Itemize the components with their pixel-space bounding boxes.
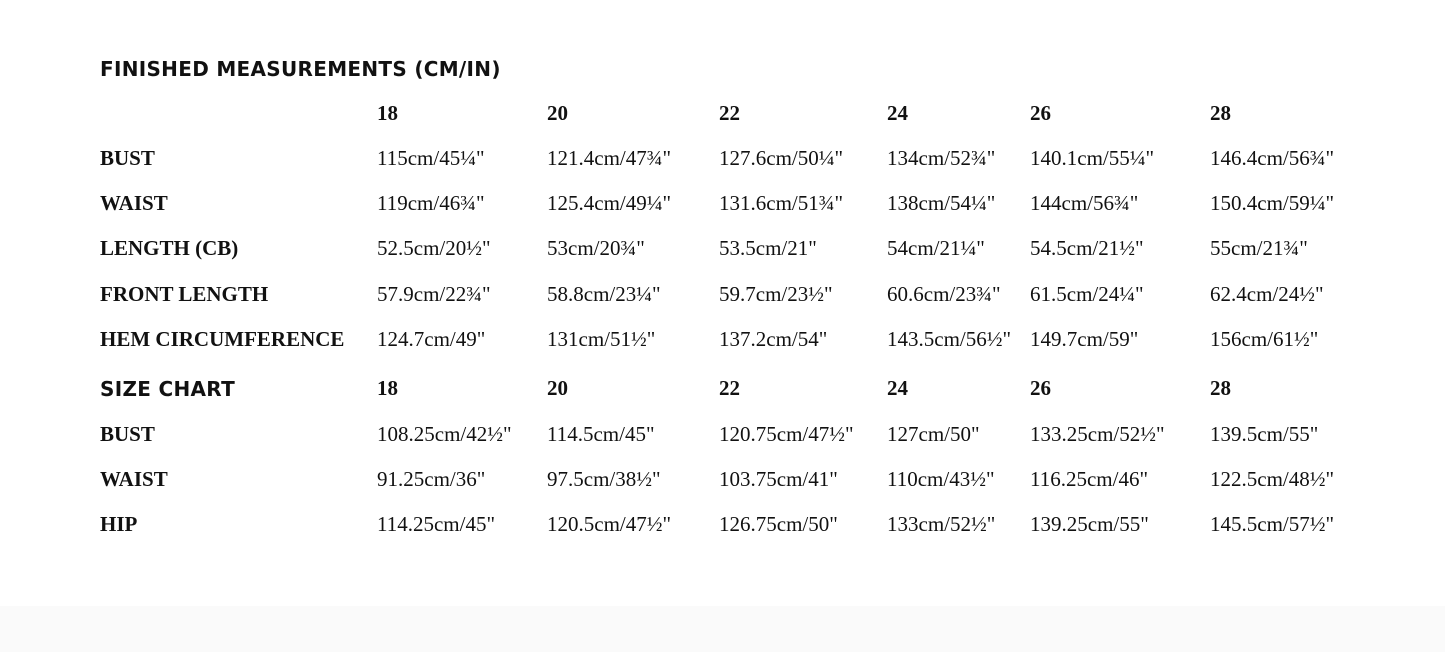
size-cell: 139.5cm/55": [1210, 422, 1319, 446]
measurement-cell: 54cm/21¼": [887, 236, 985, 260]
size-cell: 122.5cm/48½": [1210, 467, 1335, 491]
size-chart-title: SIZE CHART: [100, 377, 236, 401]
size-header-22: 22: [719, 101, 740, 125]
size-row-label-hip: HIP: [100, 512, 138, 536]
measurement-cell: 54.5cm/21½": [1030, 236, 1144, 260]
measurement-cell: 127.6cm/50¼": [719, 146, 844, 170]
size-chart-header-22: 22: [719, 376, 740, 400]
measurement-cell: 115cm/45¼": [377, 146, 485, 170]
size-cell: 97.5cm/38½": [547, 467, 661, 491]
size-chart-header-18: 18: [377, 376, 398, 400]
measurement-cell: 52.5cm/20½": [377, 236, 491, 260]
measurement-cell: 124.7cm/49": [377, 327, 486, 351]
size-header-26: 26: [1030, 101, 1051, 125]
size-cell: 110cm/43½": [887, 467, 995, 491]
size-cell: 120.75cm/47½": [719, 422, 854, 446]
measurement-cell: 156cm/61½": [1210, 327, 1319, 351]
row-label-hem-circumference: HEM CIRCUMFERENCE: [100, 327, 345, 351]
measurement-cell: 53.5cm/21": [719, 236, 817, 260]
size-chart-header-28: 28: [1210, 376, 1231, 400]
measurement-cell: 149.7cm/59": [1030, 327, 1139, 351]
measurement-cell: 131cm/51½": [547, 327, 656, 351]
size-cell: 91.25cm/36": [377, 467, 486, 491]
measurement-cell: 146.4cm/56¾": [1210, 146, 1335, 170]
size-chart-header-24: 24: [887, 376, 908, 400]
measurement-cell: 59.7cm/23½": [719, 282, 833, 306]
size-row-label-bust: BUST: [100, 422, 155, 446]
size-chart-header-26: 26: [1030, 376, 1051, 400]
finished-measurements-title: FINISHED MEASUREMENTS (CM/IN): [100, 57, 501, 81]
measurement-cell: 58.8cm/23¼": [547, 282, 661, 306]
measurement-cell: 144cm/56¾": [1030, 191, 1139, 215]
size-cell: 114.5cm/45": [547, 422, 655, 446]
measurement-cell: 62.4cm/24½": [1210, 282, 1324, 306]
row-label-waist: WAIST: [100, 191, 168, 215]
measurement-cell: 60.6cm/23¾": [887, 282, 1001, 306]
size-cell: 126.75cm/50": [719, 512, 838, 536]
size-cell: 103.75cm/41": [719, 467, 838, 491]
measurement-cell: 140.1cm/55¼": [1030, 146, 1155, 170]
size-cell: 114.25cm/45": [377, 512, 496, 536]
measurement-cell: 150.4cm/59¼": [1210, 191, 1335, 215]
measurement-cell: 138cm/54¼": [887, 191, 996, 215]
measurement-cell: 143.5cm/56½": [887, 327, 1012, 351]
size-header-28: 28: [1210, 101, 1231, 125]
bottom-band: [0, 606, 1445, 652]
size-cell: 145.5cm/57½": [1210, 512, 1335, 536]
measurement-cell: 131.6cm/51¾": [719, 191, 844, 215]
size-cell: 139.25cm/55": [1030, 512, 1149, 536]
size-cell: 116.25cm/46": [1030, 467, 1149, 491]
measurement-cell: 61.5cm/24¼": [1030, 282, 1144, 306]
size-header-24: 24: [887, 101, 908, 125]
size-cell: 108.25cm/42½": [377, 422, 512, 446]
measurement-cell: 119cm/46¾": [377, 191, 485, 215]
size-row-label-waist: WAIST: [100, 467, 168, 491]
measurement-cell: 121.4cm/47¾": [547, 146, 672, 170]
row-label-bust: BUST: [100, 146, 155, 170]
measurement-cell: 125.4cm/49¼": [547, 191, 672, 215]
row-label-front-length: FRONT LENGTH: [100, 282, 269, 306]
size-cell: 133.25cm/52½": [1030, 422, 1165, 446]
measurement-cell: 57.9cm/22¾": [377, 282, 491, 306]
measurement-cell: 55cm/21¾": [1210, 236, 1308, 260]
size-cell: 133cm/52½": [887, 512, 996, 536]
size-chart-header-20: 20: [547, 376, 568, 400]
size-cell: 127cm/50": [887, 422, 980, 446]
row-label-length-cb: LENGTH (CB): [100, 236, 239, 260]
size-cell: 120.5cm/47½": [547, 512, 672, 536]
measurement-cell: 137.2cm/54": [719, 327, 828, 351]
measurement-cell: 134cm/52¾": [887, 146, 996, 170]
size-header-20: 20: [547, 101, 568, 125]
size-header-18: 18: [377, 101, 398, 125]
measurement-cell: 53cm/20¾": [547, 236, 645, 260]
